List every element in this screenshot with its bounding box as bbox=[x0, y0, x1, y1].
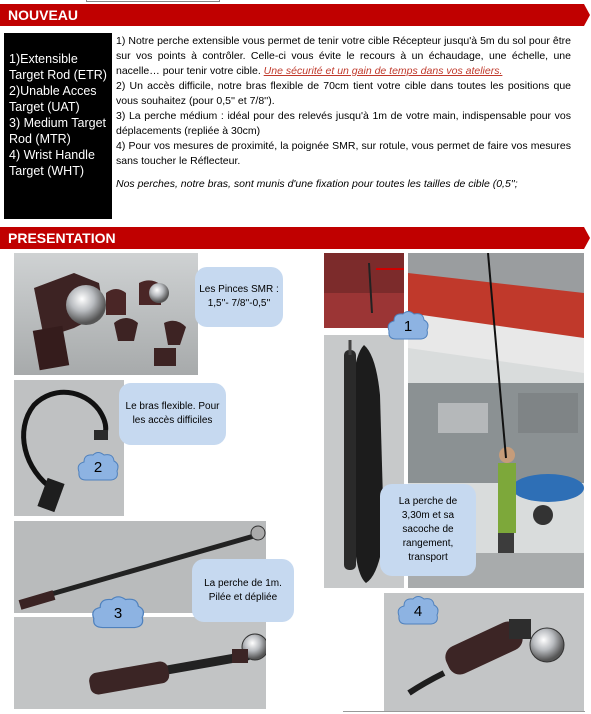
badge-number-1: 1 bbox=[403, 317, 413, 335]
top-border-box bbox=[86, 0, 220, 2]
badge-cloud-1 bbox=[386, 309, 430, 343]
callout-pinces bbox=[195, 267, 283, 327]
badge-cloud-3 bbox=[90, 594, 146, 632]
bottom-divider bbox=[343, 711, 585, 712]
nouveau-title: NOUVEAU bbox=[8, 7, 79, 23]
callout-bras-text: Le bras flexible. Pour les accès difficiles bbox=[125, 401, 220, 426]
photo-smr-pinces bbox=[14, 253, 198, 375]
callout-bras bbox=[119, 383, 226, 445]
photo-bras-flexible bbox=[14, 380, 124, 516]
presentation-title: PRESENTATION bbox=[8, 230, 116, 246]
badge-cloud-4 bbox=[396, 594, 440, 628]
description-paragraph-1 bbox=[116, 34, 571, 79]
badge-number-4: 4 bbox=[413, 602, 423, 620]
description-p1-highlight: Une sécurité et un gain de temps dans vos ateliers. bbox=[263, 65, 503, 77]
callout-perche-1m-text: La perche de 1m. Pilée et dépliée bbox=[204, 577, 282, 603]
callout-perche-330 bbox=[380, 484, 476, 576]
product-list-box bbox=[4, 33, 112, 219]
smr-pinces-image bbox=[14, 253, 198, 375]
nouveau-header bbox=[0, 4, 584, 26]
product-item-mtr: 3) Medium Target Rod (MTR) bbox=[9, 116, 107, 146]
callout-perche-330-text: La perche de 3,30m et sa sacoche de rangement, transport bbox=[398, 496, 458, 563]
product-item-etr: 1)Extensible Target Rod (ETR) bbox=[9, 52, 107, 82]
description-paragraph-3: 3) La perche médium : idéal pour des relevés jusqu'à 1m de votre main, indispensable pour vos déplacements (repliée à 30cm) bbox=[116, 110, 571, 137]
description-block bbox=[116, 34, 571, 192]
description-paragraph-5: Nos perches, notre bras, sont munis d'une fixation pour toutes les tailles de cible (0,5''; bbox=[116, 178, 518, 190]
badge-number-2: 2 bbox=[93, 458, 103, 476]
badge-number-3: 3 bbox=[113, 604, 123, 622]
description-p1-text: 1) Notre perche extensible vous permet de tenir votre cible Récepteur jusqu'à 5m du sol pour être sur vos points à contrôler. Celle-ci vous évite le recours à un échaudage, une échelle, une nacelle… pour tenir votre cible. bbox=[116, 35, 571, 77]
description-paragraph-4: 4) Pour vos mesures de proximité, la poignée SMR, sur rotule, vous permet de faire vos mesures sans toucher le Réflecteur. bbox=[116, 140, 571, 167]
callout-perche-1m bbox=[192, 559, 294, 622]
bras-flexible-image bbox=[14, 380, 124, 516]
product-item-wht: 4) Wrist Handle Target (WHT) bbox=[9, 148, 95, 178]
description-paragraph-2: 2) Un accès difficile, notre bras flexible de 70cm tient votre cible dans toutes les positions que vous souhaitez (pour 0,5'' et 7/8''). bbox=[116, 80, 571, 107]
presentation-header bbox=[0, 227, 584, 249]
callout-pinces-text: Les Pinces SMR : 1,5''- 7/8''-0,5'' bbox=[199, 284, 279, 309]
product-item-uat: 2)Unable Acces Target (UAT) bbox=[9, 84, 97, 114]
badge-cloud-2 bbox=[76, 450, 120, 484]
